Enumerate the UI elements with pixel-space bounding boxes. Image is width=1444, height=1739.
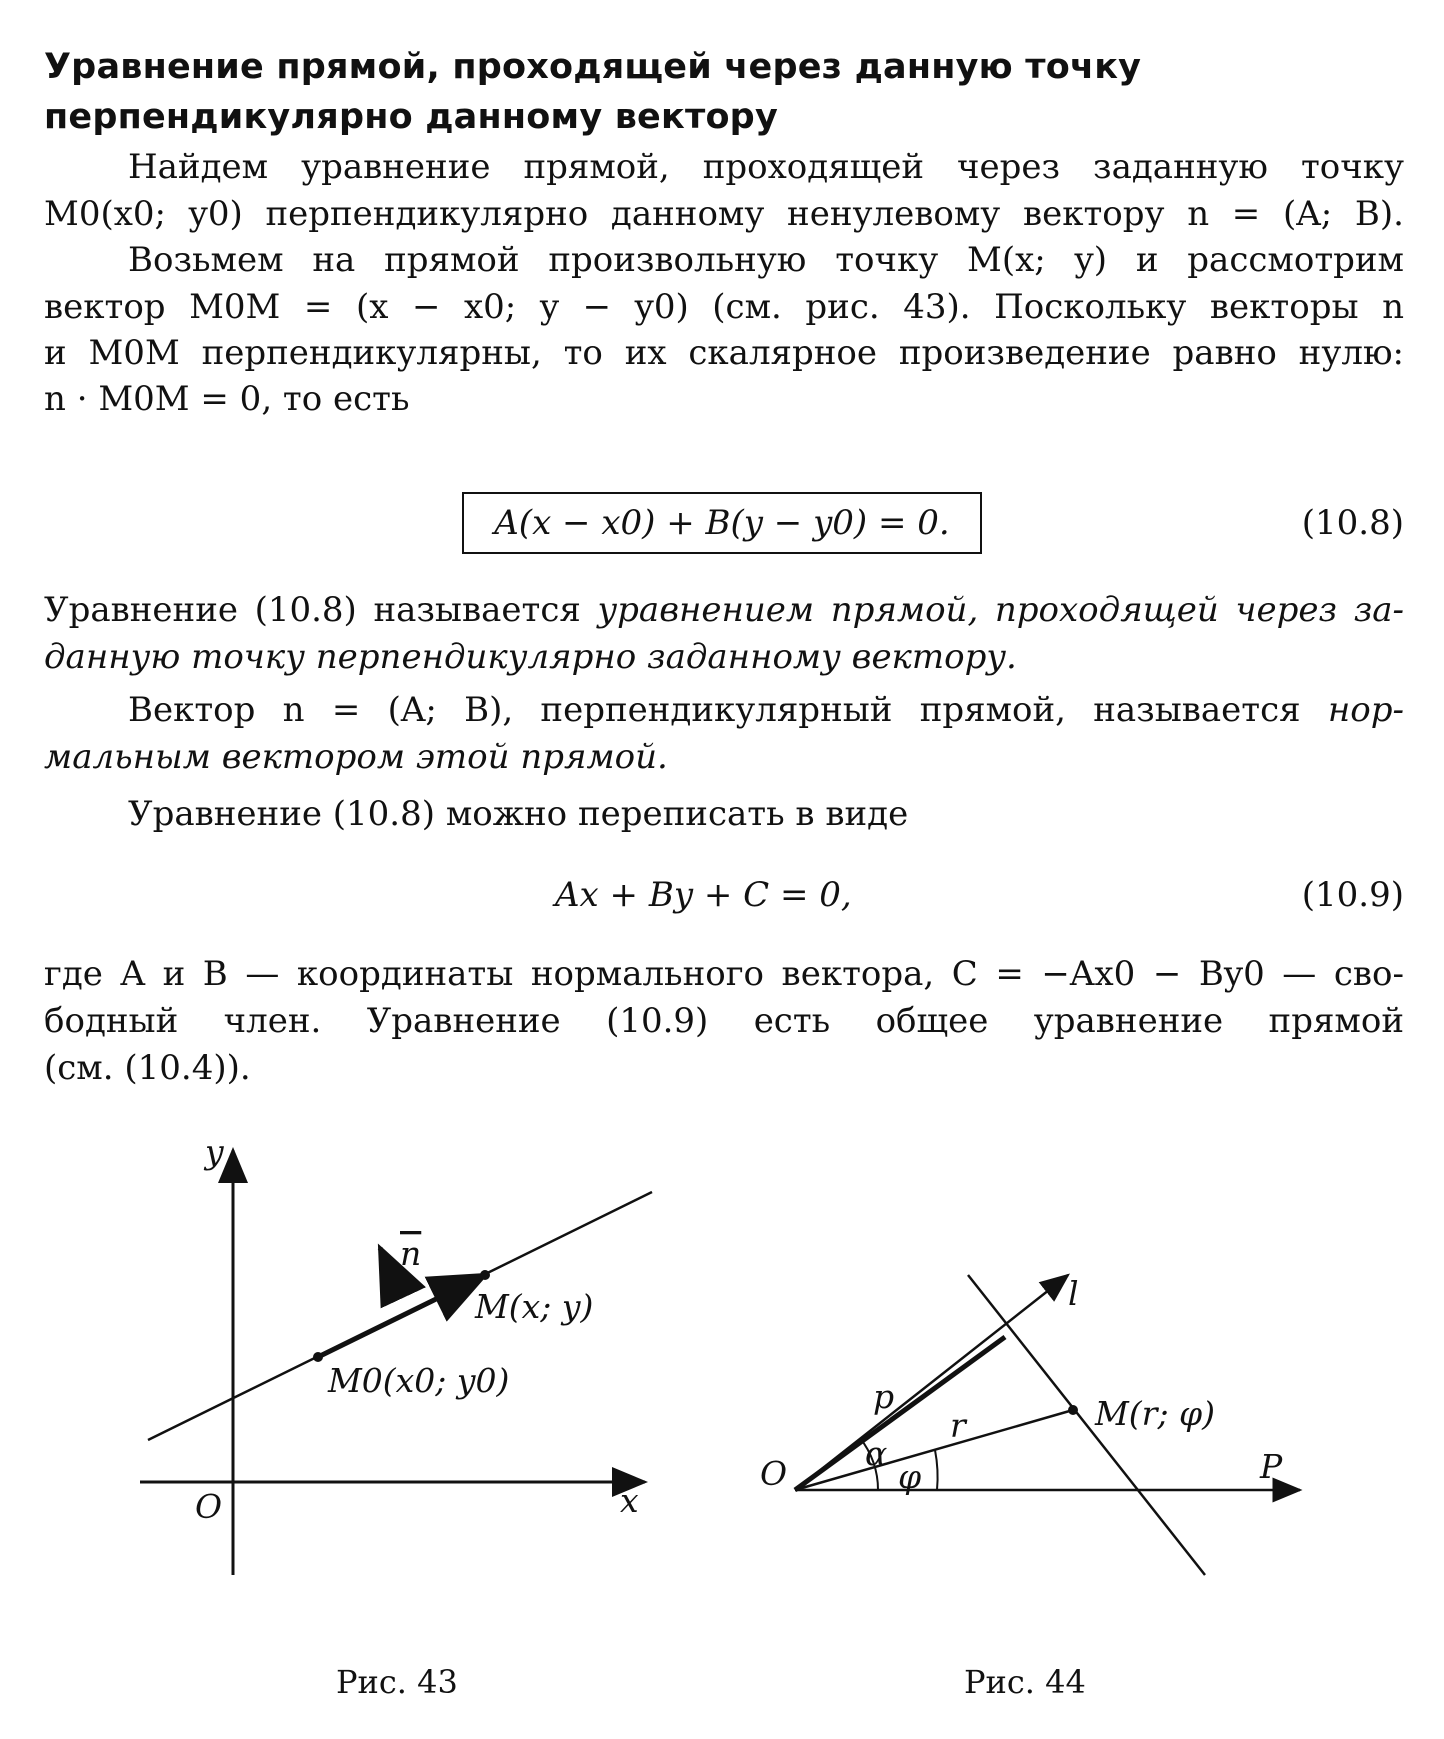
angle-phi-arc	[935, 1450, 938, 1490]
m0-point-label: M0(x0; y0)	[328, 1361, 510, 1400]
para4-emphasis-1: нор-	[1327, 690, 1404, 730]
para6-line3: (см. (10.4)).	[44, 1048, 251, 1088]
caption-fig-44: Рис. 44	[964, 1663, 1086, 1701]
point-m-polar	[1068, 1405, 1078, 1415]
x-axis-label: x	[620, 1481, 639, 1520]
title-line-2: перпендикулярно данному вектору	[44, 97, 778, 137]
equation-number-10-9: (10.9)	[1301, 875, 1404, 915]
para2-line3: и M0M перпендикулярны, то их скалярное произведение равно нулю:	[44, 333, 1404, 373]
origin-label: O	[195, 1487, 223, 1526]
equation-number-10-8: (10.8)	[1301, 503, 1404, 543]
polar-axis-p-label: P	[1260, 1447, 1283, 1486]
para5-line1: Уравнение (10.8) можно переписать в виде	[128, 794, 909, 834]
para3-lead: Уравнение (10.8) называется	[44, 590, 598, 630]
boxed-equation-10-8: A(x − x0) + B(y − y0) = 0.	[462, 492, 982, 554]
para1-line2: M0(x0; y0) перпендикулярно данному ненулевому вектору n = (A; B).	[44, 194, 1404, 234]
caption-fig-43: Рис. 43	[336, 1663, 458, 1701]
vector-m0m	[318, 1275, 485, 1357]
radius-r	[795, 1410, 1073, 1490]
l-label: l	[1068, 1274, 1079, 1313]
para6-line2: бодный член. Уравнение (10.9) есть общее уравнение прямой	[44, 1001, 1404, 1041]
m-polar-label: M(r; φ)	[1095, 1394, 1216, 1433]
pole-o-label: O	[760, 1454, 788, 1493]
para1-line1: Найдем уравнение прямой, проходящей через заданную точку	[128, 147, 1404, 187]
equation-10-9: Ax + By + C = 0,	[555, 875, 852, 915]
normal-vector-n	[380, 1248, 402, 1295]
n-label: n	[400, 1234, 422, 1273]
para2-line1: Возьмем на прямой произвольную точку M(x; y) и рассмотрим	[128, 240, 1404, 280]
para3-emphasis-1: уравнением прямой, проходящей через за-	[597, 590, 1405, 630]
point-m	[480, 1270, 490, 1280]
point-m0	[313, 1352, 323, 1362]
y-axis-label: y	[205, 1132, 224, 1171]
para2-line4: n · M0M = 0, то есть	[44, 379, 410, 419]
para4-lead: Вектор n = (A; B), перпендикулярный прямой, называется	[128, 690, 1328, 730]
title-line-1: Уравнение прямой, проходящей через данную точку	[44, 47, 1142, 87]
r-label: r	[950, 1406, 966, 1445]
para3-emphasis-2: данную точку перпендикулярно заданному вектору.	[44, 637, 1017, 677]
alpha-label: α	[865, 1434, 888, 1473]
para6-line1: где A и B — координаты нормального вектора, C = −Ax0 − By0 — сво-	[44, 954, 1404, 994]
p-label: p	[873, 1377, 895, 1416]
para2-line2: вектор M0M = (x − x0; y − y0) (см. рис. 43). Поскольку векторы n	[44, 287, 1404, 327]
figure-44	[760, 1274, 1300, 1575]
phi-label: φ	[898, 1457, 922, 1496]
para4-emphasis-2: мальным вектором этой прямой.	[44, 737, 668, 777]
figure-43	[140, 1132, 652, 1575]
m-point-label: M(x; y)	[475, 1287, 594, 1326]
